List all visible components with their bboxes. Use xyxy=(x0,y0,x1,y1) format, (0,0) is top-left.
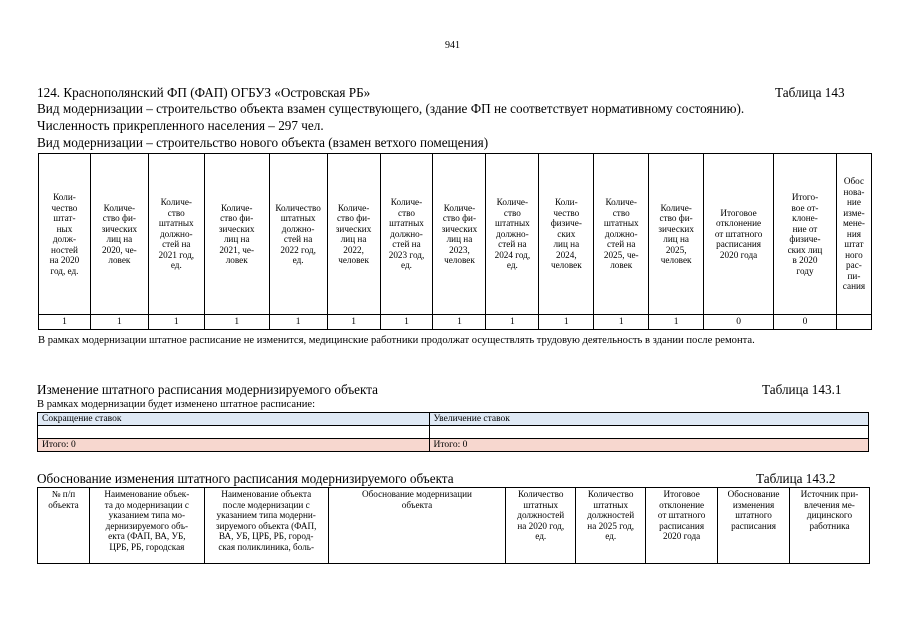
column-header: Наименование объек- та до модернизации с указанием типа мо- дернизируемого объ- екта (ФАП, ВА, УБ, ЦРБ, РБ, городская xyxy=(89,488,204,564)
note-text: В рамках модернизации штатное расписание не изменится, медицинские работники продолжат осуществлять трудовую деятельность в здании после ремонта. xyxy=(38,335,755,346)
column-header: Обоснование модернизации объекта xyxy=(328,488,506,564)
column-header: Итого- вое от- клоне- ние от физиче- ских лиц в 2020 году xyxy=(774,154,837,315)
value-cell: 1 xyxy=(327,315,380,330)
section-heading: Обоснование изменения штатного расписания модернизируемого объекта xyxy=(37,471,454,486)
column-header: Количество штатных должностей на 2020 год, ед. xyxy=(506,488,576,564)
value-cell: 1 xyxy=(204,315,269,330)
decrease-header: Сокращение ставок xyxy=(38,413,430,426)
value-cell: 0 xyxy=(774,315,837,330)
increase-total: Итого: 0 xyxy=(429,439,868,452)
value-cell: 1 xyxy=(148,315,204,330)
value-cell: 1 xyxy=(539,315,594,330)
column-header: Количество штатных должностей на 2025 год, ед. xyxy=(576,488,646,564)
value-cell: 1 xyxy=(594,315,649,330)
column-header: Количество штатных должно- стей на 2022 год, ед. xyxy=(269,154,327,315)
staff-change-table xyxy=(37,412,869,452)
increase-header: Увеличение ставок xyxy=(429,413,868,426)
column-header: Наименование объекта после модернизации с указанием типа модерни- зируемого объекта (ФАП, ВА, УБ, ЦРБ, РБ, город- ская поликлиника, боль- xyxy=(204,488,328,564)
value-cell: 1 xyxy=(90,315,148,330)
value-cell: 1 xyxy=(486,315,539,330)
value-cell: 1 xyxy=(39,315,91,330)
value-cell: 0 xyxy=(704,315,774,330)
column-header: Коли- чество штат- ных долж- ностей на 2020 год, ед. xyxy=(39,154,91,315)
modernization-type-2: Вид модернизации – строительство нового объекта (взамен ветхого помещения) xyxy=(37,135,489,150)
column-header: Коли- чество физиче- ских лиц на 2024, человек xyxy=(539,154,594,315)
column-header: Количе- ство штатных должно- стей на 2023 год, ед. xyxy=(380,154,433,315)
column-header: Количе- ство фи- зических лиц на 2025, человек xyxy=(649,154,704,315)
value-cell: 1 xyxy=(380,315,433,330)
subtitle: В рамках модернизации будет изменено штатное расписание: xyxy=(37,399,316,410)
section-heading: Изменение штатного расписания модернизируемого объекта xyxy=(37,382,379,397)
staffing-table xyxy=(38,153,872,330)
column-header: Количе- ство фи- зических лиц на 2023, человек xyxy=(433,154,486,315)
value-cell xyxy=(836,315,871,330)
justification-table xyxy=(37,487,870,564)
decrease-total: Итого: 0 xyxy=(38,439,430,452)
column-header: Количе- ство фи- зических лиц на 2022, человек xyxy=(327,154,380,315)
empty-cell xyxy=(429,426,868,439)
column-header: Количе- ство фи- зических лиц на 2020, че- ловек xyxy=(90,154,148,315)
value-cell: 1 xyxy=(433,315,486,330)
section-heading: 124. Краснополянский ФП (ФАП) ОГБУЗ «Островская РБ» xyxy=(37,85,371,100)
population: Численность прикрепленного населения – 297 чел. xyxy=(37,118,324,133)
column-header: Итоговое отклонение от штатного расписания 2020 года xyxy=(646,488,718,564)
column-header: Количе- ство штатных должно- стей на 2021 год, ед. xyxy=(148,154,204,315)
column-header: Обос нова- ние изме- мене- ния штат ного рас- пи- сания xyxy=(836,154,871,315)
table-label: Таблица 143 xyxy=(775,85,845,100)
table-label: Таблица 143.2 xyxy=(756,471,836,486)
value-cell: 1 xyxy=(269,315,327,330)
table-label: Таблица 143.1 xyxy=(762,382,842,397)
modernization-type: Вид модернизации – строительство объекта взамен существующего, (здание ФП не соответствует нормативному состоянию). xyxy=(37,101,745,116)
column-header: Количе- ство фи- зических лиц на 2021, че- ловек xyxy=(204,154,269,315)
value-cell: 1 xyxy=(649,315,704,330)
column-header: № п/п объекта xyxy=(38,488,90,564)
column-header: Количе- ство штатных должно- стей на 2025, че- ловек xyxy=(594,154,649,315)
column-header: Количе- ство штатных должно- стей на 2024 год, ед. xyxy=(486,154,539,315)
page-number: 941 xyxy=(445,40,460,51)
column-header: Источник при- влечения ме- дицинского работника xyxy=(790,488,870,564)
column-header: Итоговое отклонение от штатного расписания 2020 года xyxy=(704,154,774,315)
column-header: Обоснование изменения штатного расписания xyxy=(718,488,790,564)
empty-cell xyxy=(38,426,430,439)
